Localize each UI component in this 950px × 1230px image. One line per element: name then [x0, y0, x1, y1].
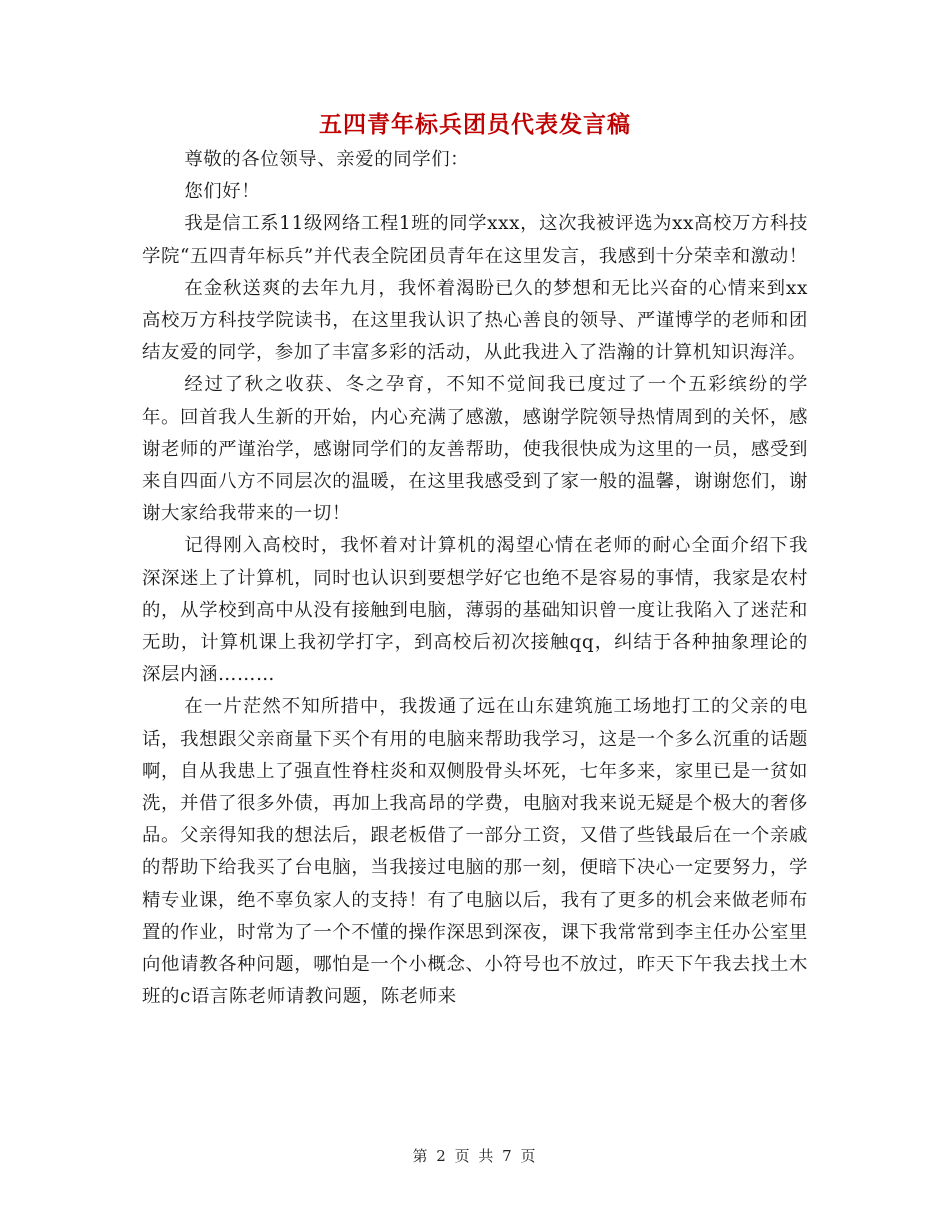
paragraph-father-call: 在一片茫然不知所措中，我拨通了远在山东建筑施工场地打工的父亲的电话，我想跟父亲商量下买个有用的电脑来帮助我学习，这是一个多么沉重的话题啊，自从我患上了强直性脊柱炎和双侧股骨头坏死，七年多来，家里已是一贫如洗，并借了很多外债，再加上我高昂的学费，电脑对我来说无疑是个极大的奢侈品。父亲得知我的想法后，跟老板借了一部分工资，又借了些钱最后在一个亲戚的帮助下给我买了台电脑，当我接过电脑的那一刻，便暗下决心一定要努力，学精专业课，绝不辜负家人的支持！有了电脑以后，我有了更多的机会来做老师布置的作业，时常为了一个不懂的操作深思到深夜，课下我常常到李主任办公室里向他请教各种问题，哪怕是一个小概念、小符号也不放过，昨天下午我去找土木班的c语言陈老师请教问题，陈老师来 [142, 696, 808, 1008]
greeting: 您们好！ [184, 181, 261, 203]
paragraph-arrival: 在金秋送爽的去年九月，我怀着渴盼已久的梦想和无比兴奋的心情来到xx高校万方科技学院读书，在这里我认识了热心善良的领导、严谨博学的老师和团结友爱的同学，参加了丰富多彩的活动，从此我进入了浩瀚的计算机知识海洋。 [142, 277, 808, 364]
paragraph-gratitude: 经过了秋之收获、冬之孕育，不知不觉间我已度过了一个五彩缤纷的学年。回首我人生新的开始，内心充满了感激，感谢学院领导热情周到的关怀，感谢老师的严谨治学，感谢同学们的友善帮助，使我很快成为这里的一员，感受到来自四面八方不同层次的温暖，在这里我感受到了家一般的温馨，谢谢您们，谢谢大家给我带来的一切！ [142, 374, 808, 525]
paragraph-computer-study: 记得刚入高校时，我怀着对计算机的渴望心情在老师的耐心全面介绍下我深深迷上了计算机，同时也认识到要想学好它也绝不是容易的事情，我家是农村的，从学校到高中从没有接触到电脑，薄弱的基础知识曾一度让我陷入了迷茫和无助，计算机课上我初学打字，到高校后初次接触qq，纠结于各种抽象理论的深层内涵……… [142, 535, 808, 686]
document-body [142, 144, 808, 1013]
page-number-footer: 第 2 页 共 7 页 [412, 1147, 538, 1165]
paragraph-introduction: 我是信工系11级网络工程1班的同学xxx，这次我被评选为xx高校万方科技学院“五四青年标兵”并代表全院团员青年在这里发言，我感到十分荣幸和激动！ [142, 213, 808, 267]
salutation: 尊敬的各位领导、亲爱的同学们： [184, 149, 470, 170]
document-title: 五四青年标兵团员代表发言稿 [319, 112, 631, 138]
